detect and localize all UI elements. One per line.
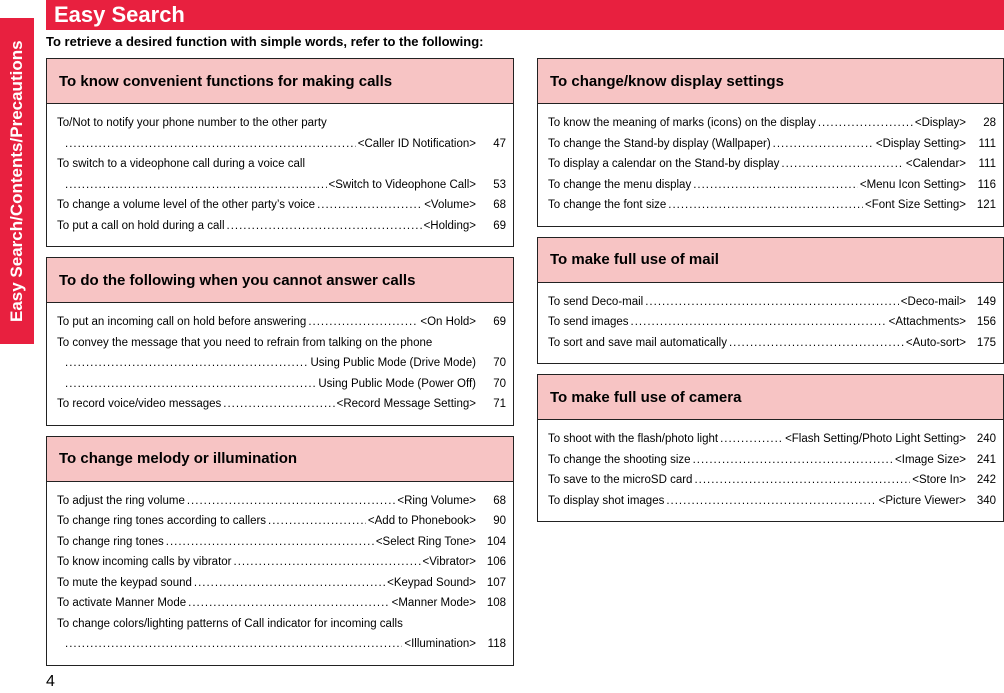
entry-page-number: 90 xyxy=(493,515,506,527)
entry-function-name[interactable]: <Caller ID Notification> xyxy=(357,137,476,150)
entry-description: To activate Manner Mode xyxy=(57,597,187,609)
entry-description: To/Not to notify your phone number to the other party xyxy=(57,117,327,129)
entry-row[interactable] xyxy=(548,312,996,333)
entry-page-number: 108 xyxy=(486,597,506,609)
entry-page-number: 68 xyxy=(493,494,506,507)
entry-row[interactable] xyxy=(57,134,506,155)
entry-function-name[interactable]: <Illumination> xyxy=(404,638,476,650)
entry-function-name[interactable]: <Display Setting> xyxy=(875,137,966,150)
entry-description: To know incoming calls by vibrator xyxy=(57,556,232,568)
entry-description: To change a volume level of the other party’s voice xyxy=(57,199,316,211)
section-title: To change/know display settings xyxy=(538,59,1003,104)
entry-description: To adjust the ring volume xyxy=(57,494,185,507)
section-header xyxy=(46,0,1004,30)
entry-function-name[interactable]: <Font Size Setting> xyxy=(864,199,966,211)
entry-page-number: 121 xyxy=(976,199,996,211)
section-body xyxy=(538,420,1003,521)
search-section xyxy=(537,58,1004,227)
dot-leader xyxy=(65,353,308,374)
entry-row[interactable] xyxy=(548,333,996,354)
entry-description: To change ring tones xyxy=(57,535,164,548)
entry-row[interactable] xyxy=(548,429,996,450)
dot-leader xyxy=(268,511,366,532)
entry-row[interactable] xyxy=(548,470,996,491)
dot-leader xyxy=(188,593,389,614)
entry-function-name[interactable]: <Deco-mail> xyxy=(900,295,966,308)
entry-function-name[interactable]: <Ring Volume> xyxy=(397,494,476,507)
search-section xyxy=(46,58,514,247)
entry-row[interactable] xyxy=(57,573,506,594)
dot-leader xyxy=(666,491,876,512)
entry-description: To display a calendar on the Stand-by display xyxy=(548,158,780,170)
entry-page-number: 53 xyxy=(493,178,506,191)
dot-leader xyxy=(818,113,913,134)
entry-page-number: 242 xyxy=(976,474,996,486)
entry-page-number: 111 xyxy=(978,158,996,170)
entry-page-number: 111 xyxy=(978,137,996,150)
entry-page-number: 156 xyxy=(976,316,996,328)
dot-leader xyxy=(694,470,910,491)
page-title: Easy Search xyxy=(54,2,185,27)
entry-page-number: 118 xyxy=(487,638,506,650)
entry-description: To change the font size xyxy=(548,199,667,211)
dot-leader xyxy=(720,429,783,450)
side-tab-label: Easy Search/Contents/Precautions xyxy=(7,40,26,322)
entry-page-number: 68 xyxy=(493,199,506,211)
entry-row[interactable] xyxy=(548,450,996,471)
entry-function-name[interactable]: Using Public Mode (Power Off) xyxy=(318,377,476,390)
entry-description: To switch to a videophone call during a voice call xyxy=(57,158,306,170)
entry-function-name[interactable]: <Holding> xyxy=(423,219,476,232)
entry-function-name[interactable]: <Vibrator> xyxy=(422,556,476,568)
entry-page-number: 240 xyxy=(976,433,996,445)
dot-leader xyxy=(729,333,904,354)
entry-row[interactable] xyxy=(57,312,506,333)
entry-description: To send images xyxy=(548,316,629,328)
entry-row[interactable] xyxy=(57,593,506,614)
entry-description: To convey the message that you need to refrain from talking on the phone xyxy=(57,336,433,349)
entry-page-number: 70 xyxy=(493,357,506,369)
entry-description: To record voice/video messages xyxy=(57,398,222,410)
entry-description: To know the meaning of marks (icons) on the display xyxy=(548,117,816,129)
entry-page-number: 47 xyxy=(493,137,506,150)
entry-row[interactable] xyxy=(548,195,996,216)
entry-row[interactable] xyxy=(57,491,506,512)
entry-function-name[interactable]: <Select Ring Tone> xyxy=(375,535,476,548)
intro-text: To retrieve a desired function with simple words, refer to the following: xyxy=(46,34,484,49)
entry-row[interactable] xyxy=(548,491,996,512)
dot-leader xyxy=(166,532,374,553)
entry-function-name[interactable]: <Add to Phonebook> xyxy=(367,515,476,527)
dot-leader xyxy=(693,450,893,471)
entry-description: To change colors/lighting patterns of Call indicator for incoming calls xyxy=(57,617,403,630)
section-title: To do the following when you cannot answer calls xyxy=(47,258,513,303)
section-title: To know convenient functions for making calls xyxy=(47,59,513,104)
entry-page-number: 28 xyxy=(983,117,996,129)
dot-leader xyxy=(187,491,396,512)
entry-row[interactable] xyxy=(57,374,506,395)
left-column xyxy=(46,58,514,676)
search-section xyxy=(46,436,514,666)
section-body xyxy=(538,104,1003,226)
dot-leader xyxy=(645,292,899,313)
entry-description: To save to the microSD card xyxy=(548,474,693,486)
dot-leader xyxy=(317,195,422,216)
page-number: 4 xyxy=(46,673,55,690)
right-column xyxy=(537,58,1004,532)
entry-row[interactable] xyxy=(548,134,996,155)
dot-leader xyxy=(227,216,422,237)
entry-function-name[interactable]: <Manner Mode> xyxy=(391,597,476,609)
dot-leader xyxy=(234,552,421,573)
entry-function-name[interactable]: <Keypad Sound> xyxy=(387,576,476,589)
search-section xyxy=(537,374,1004,522)
side-tab[interactable] xyxy=(0,18,34,344)
dot-leader xyxy=(65,175,327,196)
entry-function-name[interactable]: <Display> xyxy=(914,117,966,129)
entry-description: To send Deco-mail xyxy=(548,295,644,308)
entry-function-name[interactable]: <Calendar> xyxy=(905,158,966,170)
entry-row[interactable] xyxy=(57,195,506,216)
entry-row[interactable] xyxy=(548,292,996,313)
entry-row[interactable] xyxy=(57,216,506,237)
entry-description: To change the menu display xyxy=(548,178,692,191)
entry-row[interactable] xyxy=(548,175,996,196)
entry-function-name[interactable]: <On Hold> xyxy=(420,316,476,328)
section-body xyxy=(47,482,513,665)
entry-row[interactable] xyxy=(57,353,506,374)
section-title: To change melody or illumination xyxy=(47,437,513,482)
dot-leader xyxy=(773,134,874,155)
entry-page-number: 69 xyxy=(493,316,506,328)
section-body xyxy=(47,303,513,425)
entry-row[interactable] xyxy=(57,394,506,415)
entry-function-name[interactable]: <Image Size> xyxy=(895,453,966,466)
entry-function-name[interactable]: <Menu Icon Setting> xyxy=(859,178,966,191)
entry-description: To shoot with the flash/photo light xyxy=(548,433,719,445)
search-section xyxy=(46,257,514,426)
search-section xyxy=(537,237,1004,365)
entry-description: To mute the keypad sound xyxy=(57,576,192,589)
entry-description: To change the Stand-by display (Wallpaper) xyxy=(548,137,771,150)
dot-leader xyxy=(308,312,418,333)
entry-row[interactable] xyxy=(57,511,506,532)
entry-function-name[interactable]: <Store In> xyxy=(912,474,966,486)
entry-description: To display shot images xyxy=(548,494,665,507)
dot-leader xyxy=(194,573,385,594)
entry-row[interactable] xyxy=(57,634,506,655)
entry-description: To put an incoming call on hold before answering xyxy=(57,316,307,328)
dot-leader xyxy=(668,195,863,216)
section-body xyxy=(538,283,1003,364)
entry-page-number: 175 xyxy=(976,336,996,349)
dot-leader xyxy=(65,634,402,655)
entry-page-number: 116 xyxy=(977,178,996,191)
entry-row[interactable] xyxy=(57,532,506,553)
entry-function-name[interactable]: <Picture Viewer> xyxy=(878,494,966,507)
dot-leader xyxy=(631,312,887,333)
entry-row[interactable] xyxy=(57,552,506,573)
entry-function-name[interactable]: <Attachments> xyxy=(888,316,966,328)
entry-function-name[interactable]: <Switch to Videophone Call> xyxy=(328,178,476,191)
entry-function-name[interactable]: <Volume> xyxy=(424,199,476,211)
entry-function-name[interactable]: Using Public Mode (Drive Mode) xyxy=(310,357,476,369)
section-body xyxy=(47,104,513,246)
entry-description: To sort and save mail automatically xyxy=(548,336,727,349)
entry-page-number: 106 xyxy=(486,556,506,568)
dot-leader xyxy=(65,374,316,395)
entry-function-name[interactable]: <Auto-sort> xyxy=(905,336,966,349)
entry-page-number: 70 xyxy=(493,377,506,390)
entry-function-name[interactable]: <Flash Setting/Photo Light Setting> xyxy=(785,433,966,445)
entry-page-number: 241 xyxy=(976,453,996,466)
entry-row[interactable] xyxy=(548,113,996,134)
entry-row[interactable] xyxy=(548,154,996,175)
entry-page-number: 107 xyxy=(486,576,506,589)
section-title: To make full use of mail xyxy=(538,238,1003,283)
entry-description: To put a call on hold during a call xyxy=(57,219,225,232)
entry-description: To change ring tones according to callers xyxy=(57,515,267,527)
section-title: To make full use of camera xyxy=(538,375,1003,420)
entry-page-number: 340 xyxy=(976,494,996,507)
entry-page-number: 71 xyxy=(493,398,506,410)
entry-row[interactable] xyxy=(57,175,506,196)
entry-function-name[interactable]: <Record Message Setting> xyxy=(336,398,476,410)
entry-page-number: 69 xyxy=(493,219,506,232)
dot-leader xyxy=(223,394,334,415)
entry-page-number: 104 xyxy=(486,535,506,548)
dot-leader xyxy=(693,175,858,196)
entry-description: To change the shooting size xyxy=(548,453,691,466)
entry-page-number: 149 xyxy=(976,295,996,308)
dot-leader xyxy=(65,134,356,155)
dot-leader xyxy=(781,154,903,175)
